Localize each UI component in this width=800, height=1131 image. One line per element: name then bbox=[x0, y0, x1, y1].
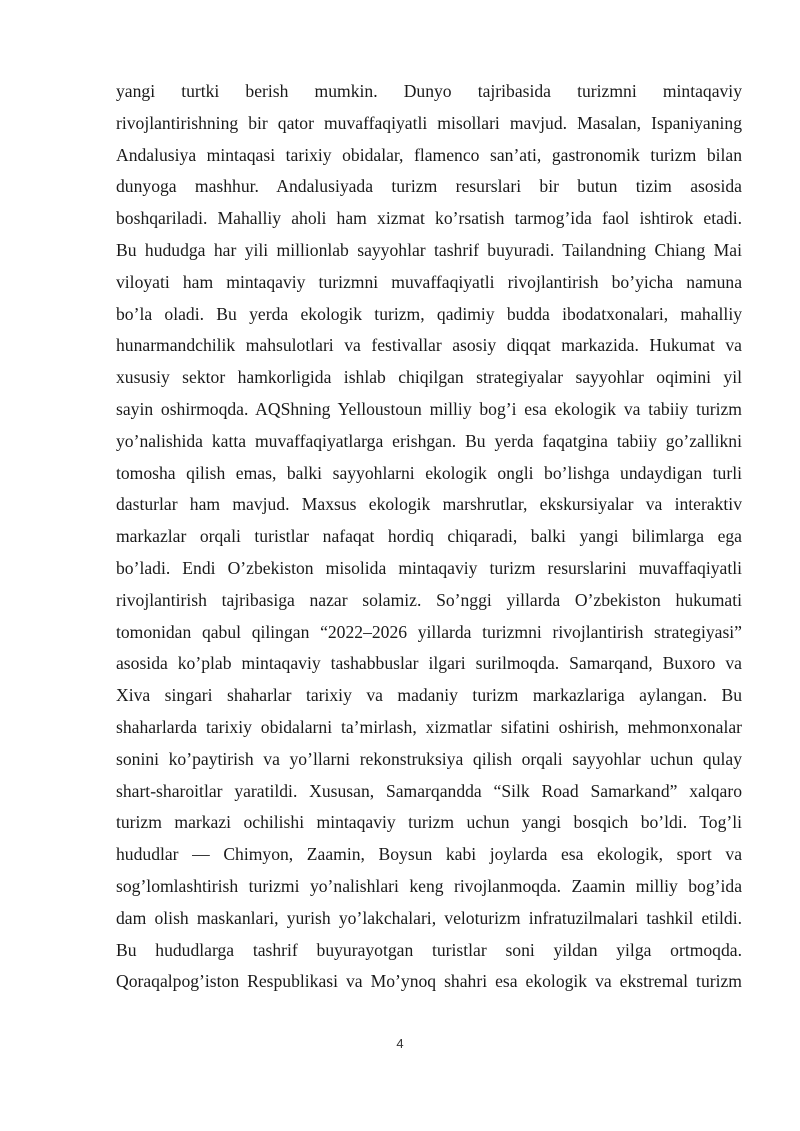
text-line: bo’la oladi. Bu yerda ekologik turizm, qadimiy budda ibodatxonalari, mahalliy bbox=[116, 303, 742, 324]
body-paragraph bbox=[116, 76, 742, 998]
text-line: turizm markazi ochilishi mintaqaviy turizm uchun yangi bosqich bo’ldi. Tog’li bbox=[116, 812, 742, 833]
text-line: asosida ko’plab mintaqaviy tashabbuslar ilgari surilmoqda. Samarqand, Buxoro va bbox=[116, 653, 742, 674]
page-number: 4 bbox=[396, 1036, 404, 1051]
text-line: yangi turtki berish mumkin. Dunyo tajribasida turizmni mintaqaviy bbox=[116, 81, 742, 101]
text-line: Xiva singari shaharlar tarixiy va madaniy turizm markazlariga aylangan. Bu bbox=[116, 685, 742, 706]
text-line: sog’lomlashtirish turizmi yo’nalishlari keng rivojlanmoqda. Zaamin milliy bog’ida bbox=[116, 875, 742, 896]
text-line: Andalusiya mintaqasi tarixiy obidalar, flamenco san’ati, gastronomik turizm bilan bbox=[116, 144, 742, 165]
text-line: dasturlar ham mavjud. Maxsus ekologik marshrutlar, ekskursiyalar va interaktiv bbox=[116, 494, 742, 515]
text-line: hududlar — Chimyon, Zaamin, Boysun kabi joylarda esa ekologik, sport va bbox=[116, 844, 742, 865]
text-line: markazlar orqali turistlar nafaqat hordiq chiqaradi, balki yangi bilimlarga ega bbox=[116, 526, 742, 547]
text-line: Bu hududlarga tashrif buyurayotgan turistlar soni yildan yilga ortmoqda. bbox=[116, 939, 742, 960]
text-line: dam olish maskanlari, yurish yo’lakchalari, veloturizm infratuzilmalari tashkil etildi. bbox=[116, 907, 742, 928]
text-line: yo’nalishida katta muvaffaqiyatlarga erishgan. Bu yerda faqatgina tabiiy go’zallikni bbox=[116, 430, 742, 451]
text-line: sayin oshirmoqda. AQShning Yelloustoun milliy bog’i esa ekologik va tabiiy turizm bbox=[116, 398, 742, 419]
text-line: viloyati ham mintaqaviy turizmni muvaffaqiyatli rivojlantirish bo’yicha namuna bbox=[116, 271, 742, 292]
text-line: xususiy sektor hamkorligida ishlab chiqilgan strategiyalar sayyohlar oqimini yil bbox=[116, 367, 742, 388]
text-line: hunarmandchilik mahsulotlari va festivallar asosiy diqqat markazida. Hukumat va bbox=[116, 335, 742, 356]
text-line: shaharlarda tarixiy obidalarni ta’mirlash, xizmatlar sifatini oshirish, mehmonxonalar bbox=[116, 716, 742, 737]
text-line: Qoraqalpog’iston Respublikasi va Mo’ynoq shahri esa ekologik va ekstremal turizm bbox=[116, 971, 742, 992]
text-line: rivojlantirishning bir qator muvaffaqiyatli misollari mavjud. Masalan, Ispaniyaning bbox=[116, 112, 742, 133]
text-line: sonini ko’paytirish va yo’llarni rekonstruksiya qilish orqali sayyohlar uchun qulay bbox=[116, 748, 742, 769]
text-line: boshqariladi. Mahalliy aholi ham xizmat ko’rsatish tarmog’ida faol ishtirok etadi. bbox=[116, 208, 742, 229]
text-line: tomosha qilish emas, balki sayyohlarni ekologik ongli bo’lishga undaydigan turli bbox=[116, 462, 742, 483]
text-line: Bu hududga har yili millionlab sayyohlar tashrif buyuradi. Tailandning Chiang Mai bbox=[116, 239, 742, 260]
text-line: dunyoga mashhur. Andalusiyada turizm resurslari bir butun tizim asosida bbox=[116, 176, 742, 197]
text-line: bo’ladi. Endi O’zbekiston misolida mintaqaviy turizm resurslarini muvaffaqiyatli bbox=[116, 557, 742, 578]
text-line: shart-sharoitlar yaratildi. Xususan, Samarqandda “Silk Road Samarkand” xalqaro bbox=[116, 780, 742, 801]
text-line: rivojlantirish tajribasiga nazar solamiz. So’nggi yillarda O’zbekiston hukumati bbox=[116, 589, 742, 610]
text-line: tomonidan qabul qilingan “2022–2026 yillarda turizmni rivojlantirish strategiyasi” bbox=[116, 621, 742, 642]
